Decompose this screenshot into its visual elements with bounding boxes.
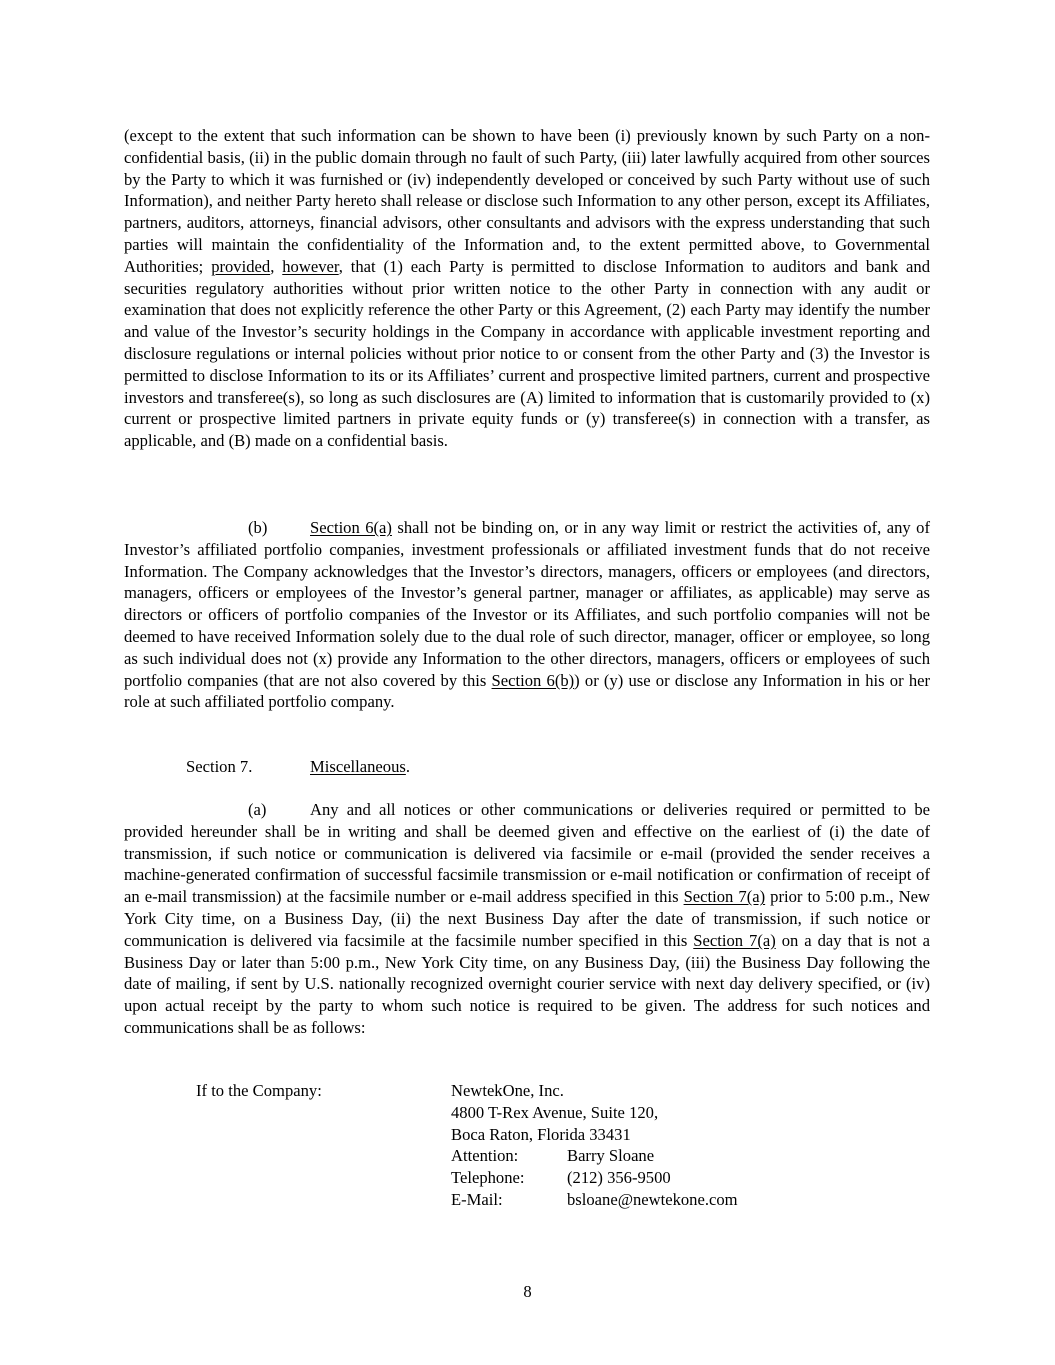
telephone-label: Telephone:	[451, 1168, 525, 1188]
address-block	[451, 1080, 738, 1211]
section-title-period: .	[405, 757, 411, 776]
section-number: Section 7.	[186, 757, 253, 776]
clause-marker: (a)	[248, 800, 267, 819]
email-line	[451, 1189, 738, 1211]
address-label: If to the Company:	[196, 1081, 322, 1100]
paragraph-text: ) or (y) use or disclose any Information in his or her role at such affiliated portfolio company.	[124, 670, 931, 712]
paragraph-text: shall not be binding on, or in any way limit or restrict the activities of, any of Investor’s affiliated portfolio companies, investment professionals or affiliated investment funds that do not receive Information. The Company acknowledges that the Investor’s directors, managers, officers or employees (and directors, managers, officers or employees of the Investor’s general partner, manager or affiliates, as applicable) may serve as directors or officers of portfolio companies of the Investor or its Affiliates, and such portfolio companies will not be deemed to have received Information solely due to the dual role of such director, manager, officer or employee, so long as such individual does not (x) provide any Information to the other directors, managers, officers or employees of such portfolio companies (that are not also covered by this	[124, 518, 930, 690]
section-reference: Section 6(a)	[310, 518, 392, 537]
paragraph-text: , that (1) each Party is permitted to disclose Information to auditors and bank and securities regulatory authorities without prior written notice to the other Party in connection with any audit or examination that does not explicitly reference the other Party or this Agreement, (2) each Party may identify the number and value of the Investor’s security holdings in the Company in accordance with applicable investment reporting and disclosure regulations or internal policies without prior notice to or consent from the other Party and (3) the Investor is permitted to disclose Information to its or its Affiliates’ current and prospective limited partners, current and prospective investors and transferee(s), so long as such disclosures are (A) limited to information that is customarily provided to (x) current or prospective limited partners in private equity funds or (y) transferee(s) in connection with a transfer, as applicable, and (B) made on a confidential basis.	[124, 256, 930, 451]
page-number: 8	[523, 1282, 532, 1301]
section-reference: Section 7(a)	[693, 930, 776, 950]
attention-label: Attention:	[451, 1146, 519, 1166]
paragraph-text: on a day that is not a Business Day or later than 5:00 p.m., New York City time, on any Business Day, (iii) the Business Day following the date of mailing, if sent by U.S. nationally recognized overnight courier service with next day delivery specified, or (iv) upon actual receipt by the party to whom such notice is required to be given. The address for such notices and communications shall be as follows:	[124, 930, 930, 1037]
paragraph-text: (except to the extent that such information can be shown to have been (i) previously known by such Party on a non-confidential basis, (ii) in the public domain through no fault of such Party, (iii) later lawfully acquired from other sources by the Party to which it was furnished or (iv) independently developed or conceived by such Party without use of such Information), and neither Party hereto shall release or disclose such Information to any other person, except its Affiliates, partners, auditors, attorneys, financial advisors, other consultants and advisors with the express understanding that such parties will maintain the confidentiality of the Information and, to the extent permitted above, to Governmental Authorities;	[124, 126, 930, 276]
paragraph-text: Any and all notices or other communications or deliveries required or permitted to be provided hereunder shall be in writing and shall be deemed given and effective on the earliest of (i) the date of transmission, if such notice or communication is delivered via facsimile or e-mail (provided the sender receives a machine-generated confirmation of successful facsimile transmission or e-mail notification or confirmation of receipt of an e-mail transmission) at the facsimile number or e-mail address specified in this	[124, 800, 930, 907]
section-reference: Section 7(a)	[683, 887, 766, 907]
telephone-line	[451, 1167, 738, 1189]
email-value: bsloane@newtekone.com	[567, 1189, 738, 1209]
company-name: NewtekOne, Inc.	[451, 1081, 564, 1100]
attention-value: Barry Sloane	[567, 1146, 655, 1166]
clause-marker: (b)	[248, 518, 268, 537]
paragraph-text: prior to 5:00 p.m., New York City time, on a Business Day, (ii) the next Business Day after the date of transmission, if such notice or communication is delivered via facsimile at the facsimile number specified in this	[124, 887, 931, 950]
attention-line	[451, 1145, 738, 1167]
paragraph-section-6b	[124, 517, 930, 713]
paragraph-confidentiality-exceptions	[124, 125, 930, 452]
paragraph-notices	[124, 799, 930, 1039]
section-reference: Section 6(b)	[491, 670, 575, 690]
city-state-zip: Boca Raton, Florida 33431	[451, 1124, 631, 1144]
email-label: E-Mail:	[451, 1189, 503, 1209]
section-heading	[186, 756, 410, 778]
telephone-value: (212) 356-9500	[567, 1168, 671, 1188]
section-title: Miscellaneous	[310, 757, 406, 776]
however-term: however	[282, 256, 339, 276]
street-address: 4800 T-Rex Avenue, Suite 120,	[451, 1102, 659, 1122]
separator-text: ,	[270, 256, 283, 276]
provided-term: provided	[211, 256, 271, 276]
